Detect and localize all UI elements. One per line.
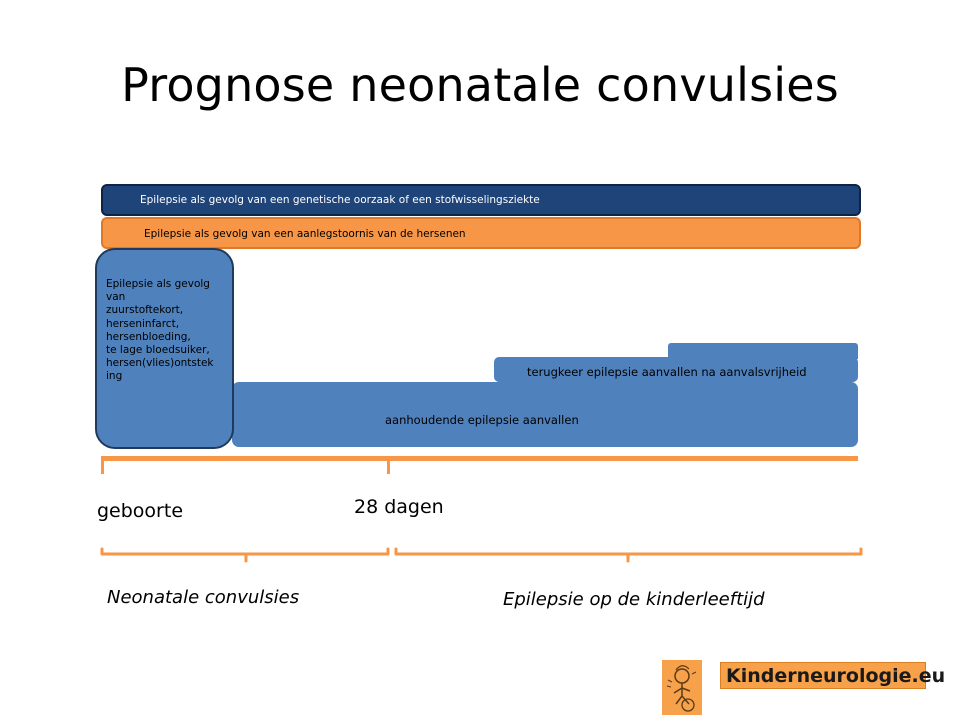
logo-figure-icon: [662, 660, 702, 715]
birth-label: geboorte: [97, 500, 184, 522]
persistent-seizures-label: aanhoudende epilepsie aanvallen: [385, 413, 579, 427]
logo-text: Kinderneurologie.eu: [726, 665, 946, 687]
slide-title: Prognose neonatale convulsies: [121, 58, 839, 112]
childhood-period-label: Epilepsie op de kinderleeftijd: [503, 589, 765, 610]
logo-banner: [720, 662, 946, 689]
brain-malformation-label: Epilepsie als gevolg van een aanlegstoornis van de hersenen: [144, 228, 466, 240]
neonatal-period-label: Neonatale convulsies: [107, 587, 300, 608]
return-seizures-label: terugkeer epilepsie aanvallen na aanvalsvrijheid: [527, 365, 807, 379]
day28-label: 28 dagen: [354, 496, 444, 518]
acquired-cause-label: Epilepsie als gevolg van zuurstoftekort, herseninfarct, hersenbloeding, te lage bloedsuiker, hersen(vlies)ontstek ing: [106, 278, 214, 383]
genetic-cause-label: Epilepsie als gevolg van een genetische oorzaak of een stofwisselingsziekte: [140, 194, 540, 206]
